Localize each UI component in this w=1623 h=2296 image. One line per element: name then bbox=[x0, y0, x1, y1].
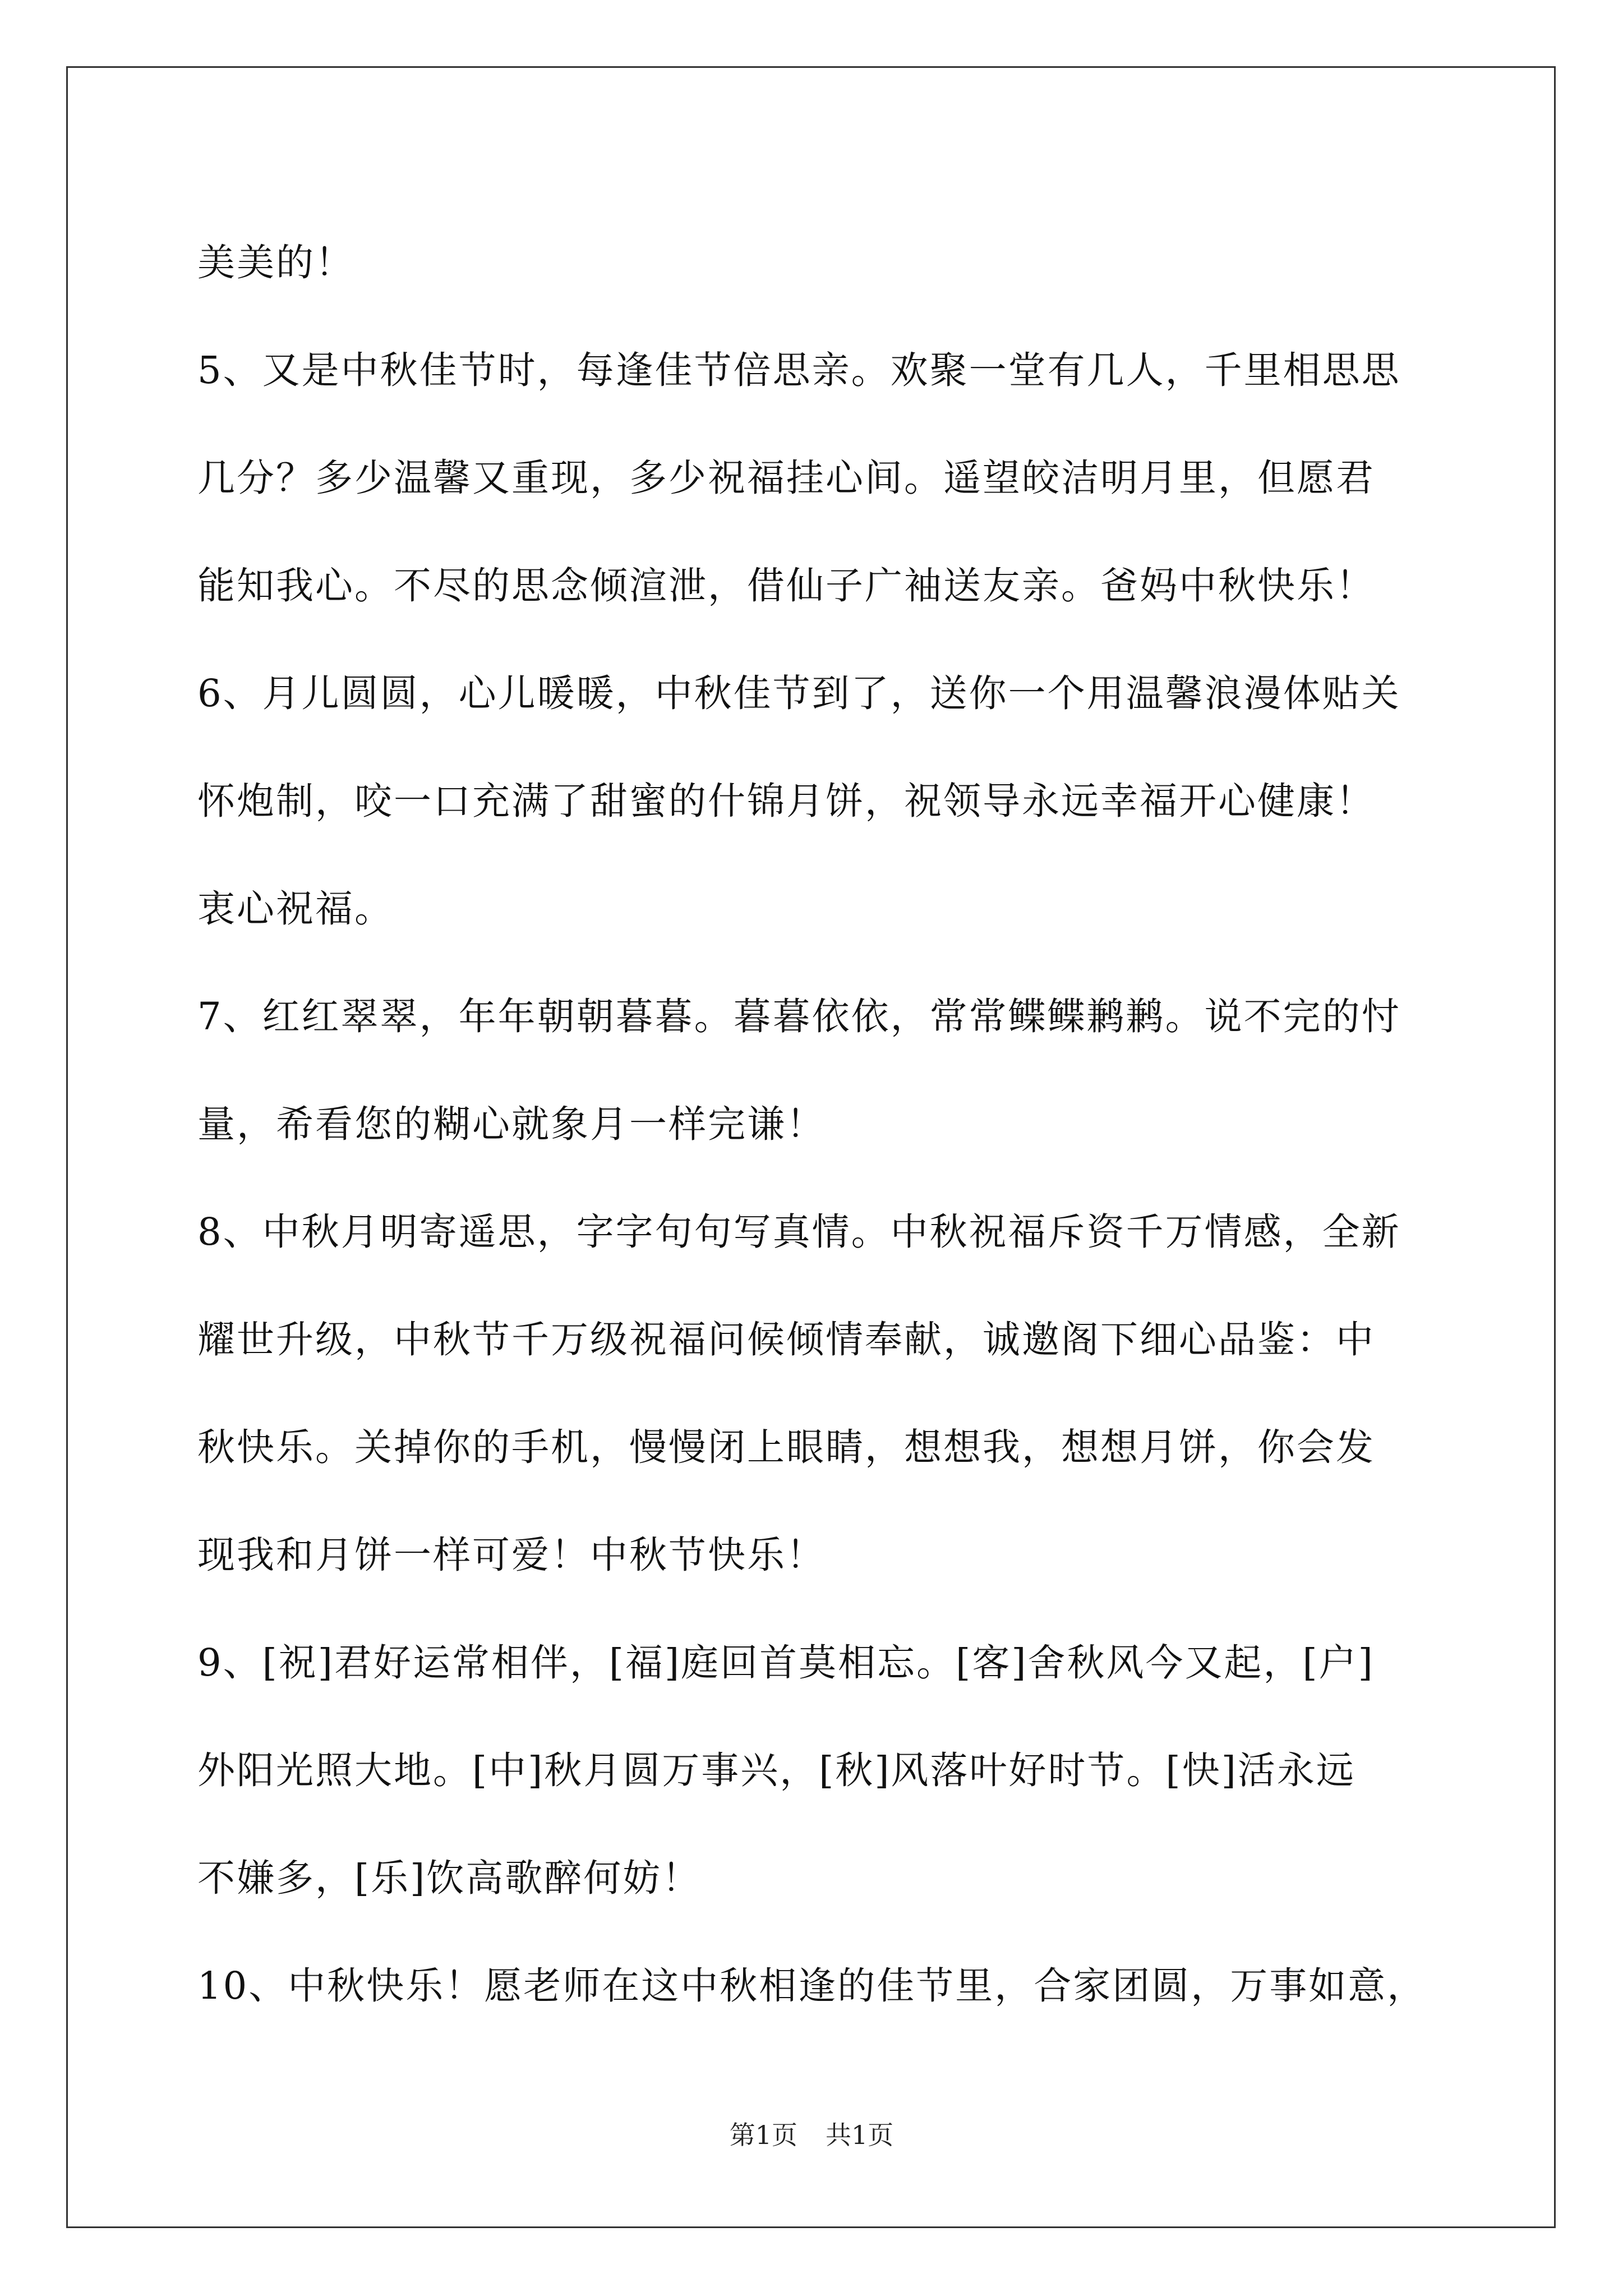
text-line: 7、红红翠翠，年年朝朝暮暮。暮暮依依，常常鲽鲽鹣鹣。说不完的忖 bbox=[197, 995, 1401, 1038]
text-line: 现我和月饼一样可爱！中秋节快乐！ bbox=[197, 1533, 826, 1577]
text-line: 外阳光照大地。[中]秋月圆万事兴，[秋]风落叶好时节。[快]活永远 bbox=[197, 1749, 1355, 1792]
text-line: 9、[祝]君好运常相伴，[福]庭回首莫相忘。[客]舍秋风今又起，[户] bbox=[197, 1641, 1375, 1685]
text-line: 量，希看您的糊心就象月一样完谦！ bbox=[197, 1102, 826, 1146]
text-line: 耀世升级，中秋节千万级祝福问候倾情奉献，诚邀阁下细心品鉴：中 bbox=[197, 1318, 1375, 1361]
text-line: 不嫌多，[乐]饮高歌醉何妨！ bbox=[197, 1856, 702, 1900]
document-body bbox=[197, 209, 1442, 2040]
page-number-current: 第1页 bbox=[729, 2120, 797, 2150]
text-line: 怀炮制，咬一口充满了甜蜜的什锦月饼，祝领导永远幸福开心健康！ bbox=[197, 779, 1375, 823]
page-footer bbox=[0, 2118, 1623, 2152]
text-line: 6、月儿圆圆，心儿暖暖，中秋佳节到了，送你一个用温馨浪漫体贴关 bbox=[197, 671, 1401, 715]
text-line: 秋快乐。关掉你的手机，慢慢闭上眼睛，想想我，想想月饼，你会发 bbox=[197, 1425, 1375, 1469]
text-line: 衷心祝福。 bbox=[197, 887, 394, 931]
text-line: 几分？多少温馨又重现，多少祝福挂心间。遥望皎洁明月里，但愿君 bbox=[197, 456, 1375, 500]
text-line: 5、又是中秋佳节时，每逢佳节倍思亲。欢聚一堂有几人，千里相思思 bbox=[197, 348, 1401, 392]
text-line: 能知我心。不尽的思念倾渲泄，借仙子广袖送友亲。爸妈中秋快乐！ bbox=[197, 564, 1375, 608]
text-line: 美美的！ bbox=[197, 241, 354, 284]
text-line: 10、中秋快乐！愿老师在这中秋相逢的佳节里，合家团圆，万事如意， bbox=[197, 1964, 1427, 2008]
page-number-total: 共1页 bbox=[826, 2120, 894, 2150]
text-line: 8、中秋月明寄遥思，字字句句写真情。中秋祝福斥资千万情感，全新 bbox=[197, 1210, 1401, 1254]
